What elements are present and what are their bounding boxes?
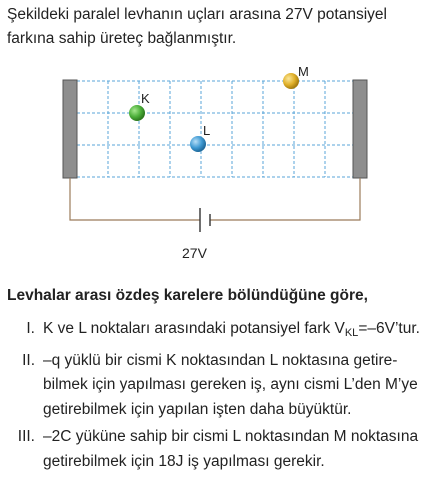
point-k-ball [129,105,145,121]
statement-text: K ve L noktaları arasındaki potansiyel fark $V_{KL}=-6V’tur$. [43,320,420,339]
point-l-ball [190,136,206,152]
subscript: KL [344,327,359,339]
statement-3 [7,425,432,474]
statement-1 [7,317,432,346]
left-plate [63,80,77,178]
label-l: L [203,123,211,138]
statement-2 [7,349,432,423]
right-plate [353,80,367,178]
grid-lines [77,81,353,177]
voltage-label: 27V [182,245,207,261]
label-k: K [141,91,150,106]
capacitor-figure [0,60,435,270]
statement-list [7,317,432,477]
question-stem: Levhalar arası özdeş karelere bölündüğüne göre, [7,287,368,304]
statement-number: III. [17,428,35,445]
capacitor-diagram [0,60,435,270]
statement-text: –2C yüküne sahip bir cismi L noktasından M noktasına getirebilmek için 18J iş yapılması gerekir. [43,428,419,470]
circuit-wire [70,178,360,220]
point-m-ball [283,73,299,89]
problem-intro: Şekildeki paralel levhanın uçları arasına 27V potansiyel farkına sahip üreteç bağlanmıştır. [7,6,387,47]
statement-number: I. [26,320,35,337]
label-m: M [298,64,309,79]
statement-number: II. [22,351,35,369]
statement-text: –q yüklü bir cismi K noktasından L noktasına getirebilmek için yapılması gereken iş, aynı cismi L’den M’ye getirebilmek için yapılan işten daha büyüktür. [43,351,418,418]
